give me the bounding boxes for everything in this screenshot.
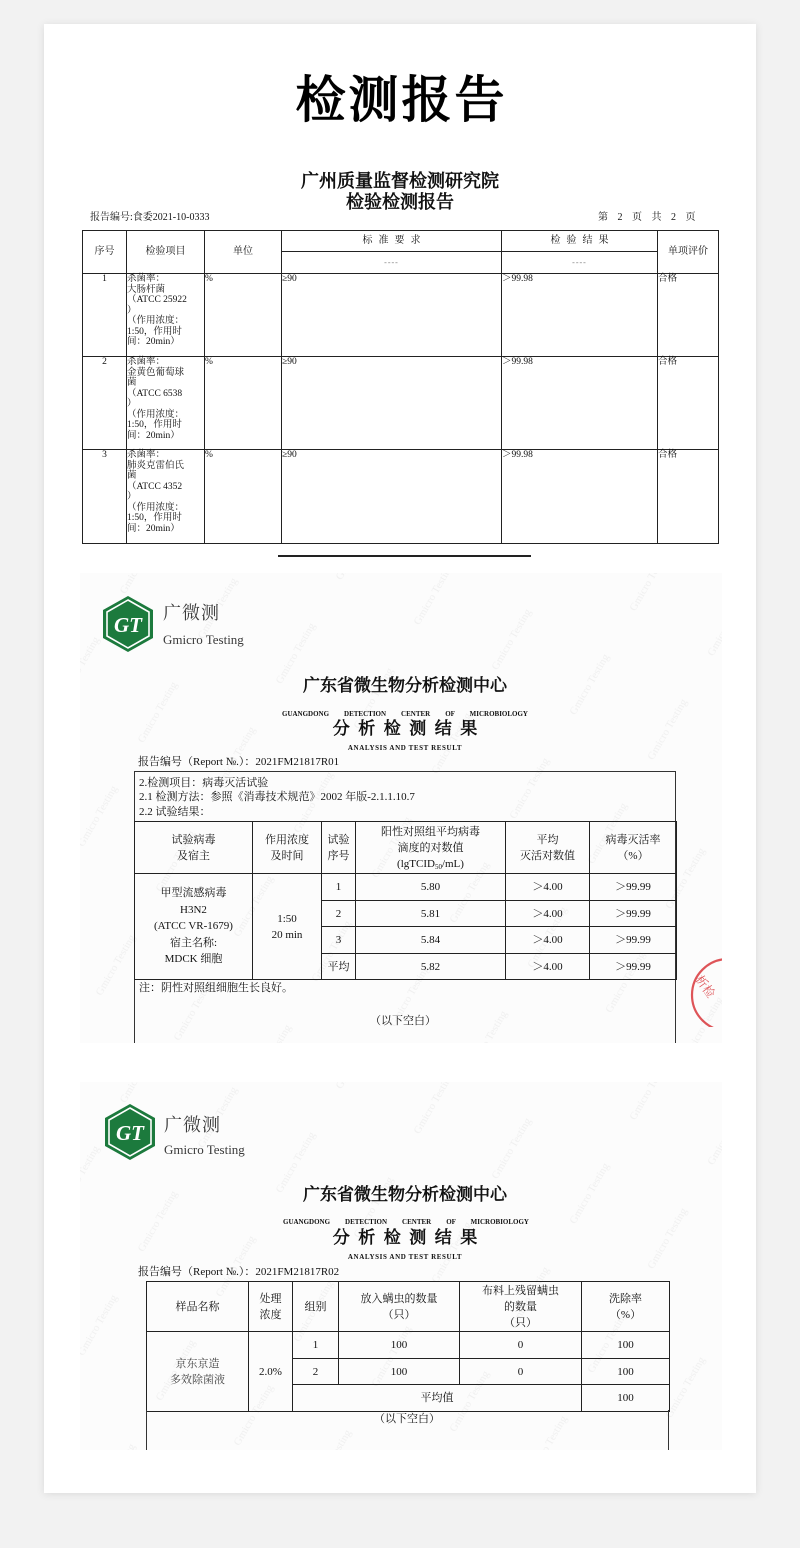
row-seq: 平均 (322, 954, 356, 980)
header-item: 检验项目 (127, 231, 205, 274)
logo-mark: GT (114, 613, 142, 637)
row-group: 2 (293, 1359, 339, 1385)
row-evaluation: 合格 (658, 450, 719, 544)
header-no: 序号 (83, 231, 127, 274)
row-remaining: 0 (460, 1332, 582, 1359)
row-rate: ＞99.99 (590, 927, 677, 954)
table-header-row (147, 1282, 670, 1332)
row-seq: 1 (322, 874, 356, 901)
header-seq: 试验 序号 (322, 822, 356, 874)
report2-number: 报告编号（Report №.）：2021FM21817R01 (138, 756, 340, 768)
row-placed: 100 (339, 1332, 460, 1359)
row-no: 2 (83, 357, 127, 450)
average-rate: 100 (582, 1385, 670, 1412)
report3-doc-title-en: ANALYSIS AND TEST RESULT (347, 1253, 463, 1261)
header-group: 组别 (293, 1282, 339, 1332)
header-placed: 放入螨虫的数量 （只） (339, 1282, 460, 1332)
header-titer-unit (397, 858, 464, 870)
header-standard: 标准要求 (282, 231, 502, 252)
row-log-reduction: ＞4.00 (506, 901, 590, 927)
header-rate: 病毒灭活率 （%） (590, 822, 677, 874)
table-header-row (135, 822, 677, 874)
report3-doc-title: 分析检测结果 (332, 1228, 486, 1247)
row-titer: 5.84 (356, 927, 506, 954)
logo-name-en: Gmicro Testing (164, 1142, 245, 1157)
row-standard: ≥90 (282, 274, 502, 357)
report1-number: 报告编号:食委2021-10-0333 (90, 212, 210, 223)
row-seq: 2 (322, 901, 356, 927)
titer-unit-subscript: 50 (434, 862, 442, 871)
row-group: 1 (293, 1332, 339, 1359)
report2-institute: 广东省微生物分析检测中心 (303, 676, 507, 695)
row-titer: 5.82 (356, 954, 506, 980)
report2-doc-title-en: ANALYSIS AND TEST RESULT (347, 744, 463, 752)
row-titer: 5.80 (356, 874, 506, 901)
virus-inactivation-table (134, 821, 677, 980)
report3-blank-marker: （以下空白） (374, 1413, 440, 1425)
row-result: ＞99.98 (502, 357, 658, 450)
header-remaining: 布料上残留螨虫 的数量 （只） (460, 1282, 582, 1332)
row-standard: ≥90 (282, 357, 502, 450)
red-seal-stamp (686, 955, 722, 1027)
table-header-row (83, 231, 719, 252)
header-rate: 洗除率 （%） (582, 1282, 670, 1332)
row-rate: 100 (582, 1359, 670, 1385)
sample-name-cell: 京东京造 多效除菌液 (147, 1332, 249, 1412)
row-result: ＞99.98 (502, 274, 658, 357)
row-placed: 100 (339, 1359, 460, 1385)
concentration-cell: 1:50 20 min (253, 874, 322, 980)
row-log-reduction: ＞4.00 (506, 874, 590, 901)
header-titer-label: 阳性对照组平均病毒 滴度的对数值 (381, 825, 480, 854)
report2-note: 注：阴性对照组细胞生长良好。 (139, 982, 293, 994)
row-rate: ＞99.99 (590, 954, 677, 980)
header-result: 检验结果 (502, 231, 658, 252)
report2-doc-title: 分析检测结果 (332, 719, 486, 738)
report2-method: 2.1 检测方法：参照《消毒技术规范》2002 年版-2.1.1.10.7 (139, 791, 415, 803)
header-evaluation: 单项评价 (658, 231, 719, 274)
row-item: 杀菌率： 大肠杆菌 （ATCC 25922 ） （作用浓度： 1:50，作用时 间：20min） (127, 274, 205, 357)
row-rate: 100 (582, 1332, 670, 1359)
report2-institute-en: GUANGDONG DETECTION CENTER OF MICROBIOLOGY (282, 710, 528, 718)
row-rate: ＞99.99 (590, 901, 677, 927)
table-row (83, 274, 719, 357)
table-row (83, 450, 719, 544)
concentration-cell: 2.0% (249, 1332, 293, 1412)
row-no: 3 (83, 450, 127, 544)
row-evaluation: 合格 (658, 274, 719, 357)
gmicro-logo-icon (102, 595, 154, 653)
logo-name-cn: 广微测 (163, 603, 220, 624)
logo-name-cn: 广微测 (164, 1115, 221, 1136)
row-no: 1 (83, 274, 127, 357)
table-row (135, 874, 677, 901)
page-title: 检测报告 (295, 71, 508, 129)
report1-institute: 广州质量监督检测研究院 (301, 171, 499, 192)
row-seq: 3 (322, 927, 356, 954)
seal-text: 析检 (692, 972, 718, 1001)
row-item: 杀菌率： 肺炎克雷伯氏 菌 （ATCC 4352 ） （作用浓度： 1:50，作用时 间：20min） (127, 450, 205, 544)
row-log-reduction: ＞4.00 (506, 954, 590, 980)
report3-institute: 广东省微生物分析检测中心 (303, 1185, 507, 1204)
row-unit: % (205, 450, 282, 544)
header-standard-sub: ---- (282, 252, 502, 274)
row-rate: ＞99.99 (590, 874, 677, 901)
report3-institute-en: GUANGDONG DETECTION CENTER OF MICROBIOLOGY (283, 1218, 529, 1226)
table-row (83, 357, 719, 450)
row-unit: % (205, 357, 282, 450)
virus-host-cell: 甲型流感病毒 H3N2 (ATCC VR-1679) 宿主名称: MDCK 细胞 (135, 874, 253, 980)
header-log-reduction: 平均 灭活对数值 (506, 822, 590, 874)
report3-number: 报告编号（Report №.）：2021FM21817R02 (138, 1266, 340, 1278)
section-divider (278, 555, 531, 557)
row-log-reduction: ＞4.00 (506, 927, 590, 954)
report1-page-info: 第 2 页 共 2 页 (598, 212, 699, 223)
header-concentration: 作用浓度 及时间 (253, 822, 322, 874)
inspection-table (82, 230, 719, 544)
titer-unit-prefix: (lgTCID (397, 857, 435, 870)
mite-removal-table (146, 1281, 670, 1412)
header-titer (356, 822, 506, 874)
row-result: ＞99.98 (502, 450, 658, 544)
gmicro-logo-icon (104, 1103, 156, 1161)
row-standard: ≥90 (282, 450, 502, 544)
report1-doc-title: 检验检测报告 (346, 192, 454, 213)
row-remaining: 0 (460, 1359, 582, 1385)
row-item: 杀菌率： 金黄色葡萄球 菌 （ATCC 6538 ） （作用浓度： 1:50，作用时 间：20min） (127, 357, 205, 450)
report2-result-label: 2.2 试验结果： (139, 806, 211, 818)
header-concentration: 处理 浓度 (249, 1282, 293, 1332)
header-result-sub: ---- (502, 252, 658, 274)
logo-mark: GT (116, 1121, 144, 1145)
row-unit: % (205, 274, 282, 357)
row-titer: 5.81 (356, 901, 506, 927)
titer-unit-suffix: /mL) (441, 857, 464, 870)
row-evaluation: 合格 (658, 357, 719, 450)
average-label: 平均值 (293, 1385, 582, 1412)
report2-blank-marker: （以下空白） (370, 1015, 436, 1027)
logo-name-en: Gmicro Testing (163, 632, 244, 647)
header-unit: 单位 (205, 231, 282, 274)
header-virus: 试验病毒 及宿主 (135, 822, 253, 874)
report2-test-item: 2.检测项目：病毒灭活试验 (139, 777, 269, 789)
header-sample: 样品名称 (147, 1282, 249, 1332)
table-row (147, 1332, 670, 1359)
